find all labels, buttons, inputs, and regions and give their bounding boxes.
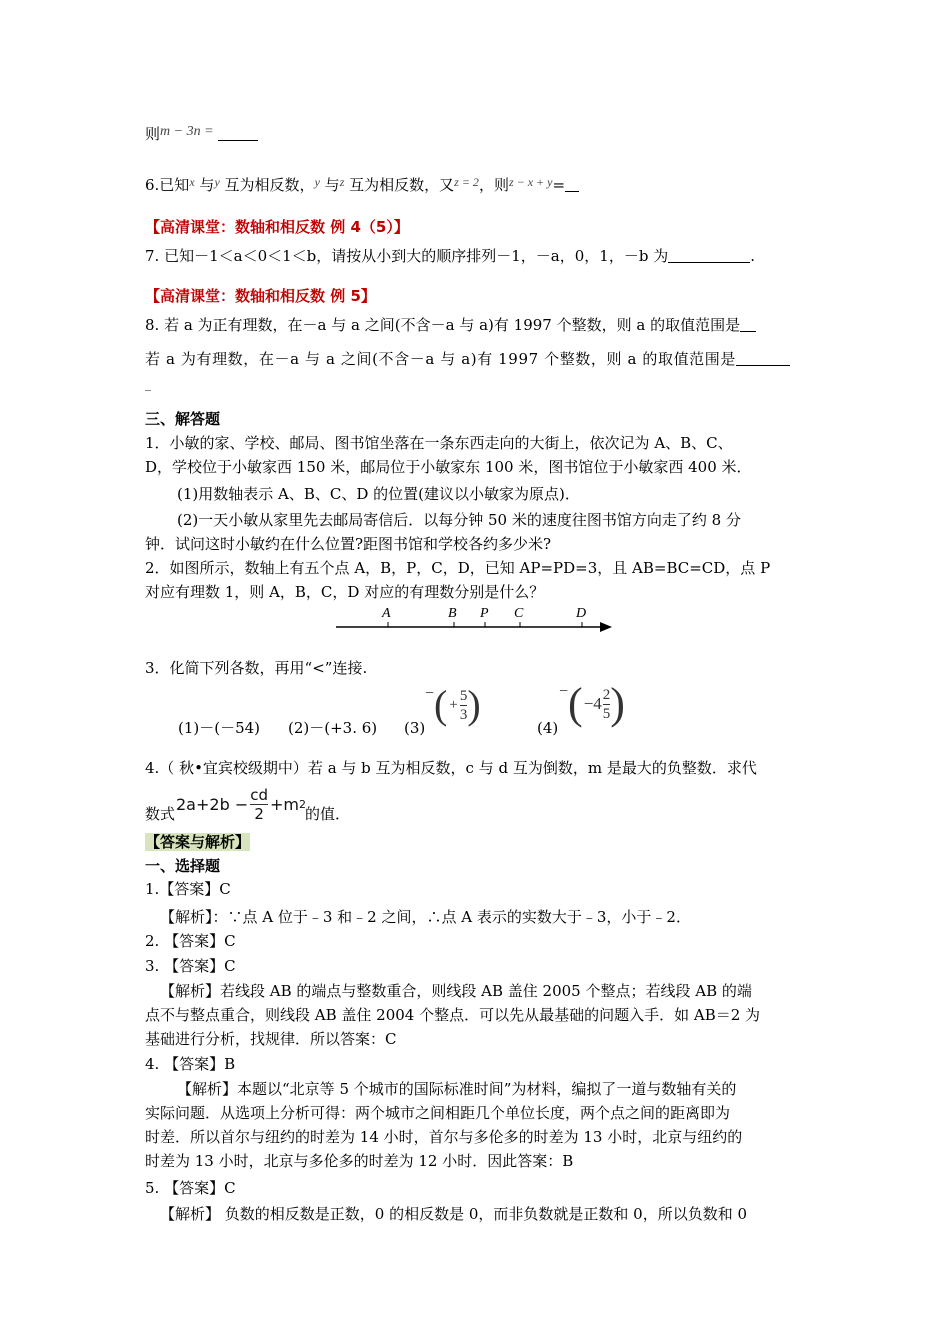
answer-3-explanation-1: 【解析】若线段 AB 的端点与整数重合，则线段 AB 盖住 2005 个整点；若线段 AB 的端 xyxy=(160,982,752,1000)
math-expr: z − x + y xyxy=(508,175,553,189)
text: 则 xyxy=(145,125,161,143)
axis-arrow xyxy=(600,622,612,632)
math-z-eq: z = 2 xyxy=(454,175,479,189)
number-axis-figure xyxy=(330,600,620,640)
text: 8. 若 a 为正有理数，在－a 与 a 之间(不含－a 与 a)有 1997 个整数，则 a 的取值范围是 xyxy=(145,316,741,334)
answer-4-explanation-1: 【解析】本题以“北京等 5 个城市的国际标准时间”为材料，编拟了一道与数轴有关的 xyxy=(177,1080,737,1098)
numerator: 5 xyxy=(459,687,468,704)
text: 若 a 为有理数，在－a 与 a 之间(不含－a 与 a)有 1997 个整数，则 a 的取值范围是 xyxy=(145,350,736,368)
problem-4-line-2-suffix: 的值． xyxy=(305,805,351,823)
label-d: D xyxy=(576,606,587,621)
answer-3-explanation-2: 点不与整点重合，则线段 AB 盖住 2004 个整点．可以先从最基础的问题入手．如 AB＝2 为 xyxy=(145,1006,761,1024)
question-8 xyxy=(145,313,756,337)
question-6 xyxy=(145,170,579,197)
right-paren: ) xyxy=(610,679,625,728)
answers-title: 【答案与解析】 xyxy=(145,833,251,851)
reference-2: 【高清课堂：数轴和相反数 例 5】 xyxy=(145,287,376,305)
plus-sign: + xyxy=(449,696,458,713)
answer-4-explanation-4: 时差为 13 小时，北京与多伦多的时差为 12 小时．因此答案：B xyxy=(145,1152,574,1170)
denominator: 5 xyxy=(602,705,611,722)
problem-4-line-2-prefix: 数式 xyxy=(145,805,176,823)
reference-1: 【高清课堂：数轴和相反数 例 4（5）】 xyxy=(145,218,409,236)
problem-1-line-1: 1．小敏的家、学校、邮局、图书馆坐落在一条东西走向的大街上，依次记为 A、B、C、 xyxy=(145,434,733,452)
numerator: cd xyxy=(250,785,268,804)
minus-sign: − xyxy=(559,683,569,700)
text: 7. 已知－1＜a＜0＜1＜b，请按从小到大的顺序排列－1，－a，0，1，－b 为 xyxy=(145,247,669,265)
answer-4-explanation-2: 实际问题．从选项上分析可得：两个城市之间相距几个单位长度，两个点之间的距离即为 xyxy=(145,1104,731,1122)
answer-5: 5. 【答案】C xyxy=(145,1179,236,1197)
problem-3-item-4-label: (4) xyxy=(537,719,559,737)
problem-4-expression xyxy=(176,780,306,828)
answer-blank xyxy=(668,246,750,263)
section-3-title: 三、解答题 xyxy=(145,410,221,428)
problem-2-line-2: 对应有理数 1，则 A，B，C，D 对应的有理数分别是什么？ xyxy=(145,583,545,601)
problem-2-line-1: 2．如图所示，数轴上有五个点 A，B，P，C，D，已知 AP=PD=3，且 AB=BC=CD，点 P xyxy=(145,559,771,577)
fraction-cd-2 xyxy=(250,786,268,823)
question-7 xyxy=(145,244,755,268)
math-expr: m − 3n = xyxy=(160,124,214,139)
text: = xyxy=(552,176,566,194)
minus-sign: − xyxy=(425,685,435,702)
answer-4: 4. 【答案】B xyxy=(145,1055,236,1073)
label-a: A xyxy=(382,606,391,621)
problem-1-part-1: (1)用数轴表示 A、B、C、D 的位置(建议以小敏家为原点)． xyxy=(177,485,580,503)
answer-blank xyxy=(218,124,258,141)
math-y: y xyxy=(214,175,220,189)
math-y: y xyxy=(314,175,320,189)
problem-4-line-1: 4.（ 秋•宜宾校级期中）若 a 与 b 互为相反数，c 与 d 互为倒数，m 是最大的负整数．求代 xyxy=(145,759,757,777)
math-x: x xyxy=(189,175,195,189)
problem-3-item-3-label: (3) xyxy=(404,719,426,737)
fraction-5-3 xyxy=(460,687,468,724)
label-c: C xyxy=(514,606,524,621)
text: 6.已知 xyxy=(145,176,190,194)
answer-blank xyxy=(565,175,579,192)
answer-3-explanation-3: 基础进行分析，找规律．所以答案：C xyxy=(145,1030,397,1048)
text: 互为相反数， xyxy=(224,176,315,194)
problem-3-item-1: (1)－(－54) xyxy=(178,719,261,737)
text: ，则 xyxy=(478,176,509,194)
right-paren: ) xyxy=(467,682,481,727)
answer-4-explanation-3: 时差．所以首尔与纽约的时差为 14 小时，首尔与多伦多的时差为 13 小时，北京与纽约的 xyxy=(145,1128,743,1146)
line-m-3n xyxy=(145,120,258,146)
answer-2: 2. 【答案】C xyxy=(145,932,236,950)
problem-3-title: 3．化简下列各数，再用“<”连接. xyxy=(145,659,368,677)
left-paren: ( xyxy=(434,682,448,727)
answer-5-explanation-1: 【解析】 负数的相反数是正数，0 的相反数是 0，而非负数就是正数和 0，所以负数和 0 xyxy=(160,1205,748,1223)
text: 互为相反数，又 xyxy=(349,176,455,194)
problem-1-part-2: (2)一天小敏从家里先去邮局寄信后．以每分钟 50 米的速度往图书馆方向走了约 8 分 xyxy=(177,511,741,529)
text: 与 xyxy=(324,176,340,194)
question-8b-tail: _ xyxy=(145,377,151,391)
left-paren: ( xyxy=(568,679,583,728)
label-p: P xyxy=(480,606,489,621)
text: 与 xyxy=(199,176,215,194)
mixed-int: −4 xyxy=(583,694,602,713)
answer-blank xyxy=(740,315,756,332)
fraction-2-5 xyxy=(603,686,611,723)
denominator: 2 xyxy=(254,804,264,823)
answer-3: 3. 【答案】C xyxy=(145,957,236,975)
label-b: B xyxy=(448,606,457,621)
answers-title-line xyxy=(145,830,250,854)
numerator: 2 xyxy=(602,686,611,703)
expr-part-b: +m xyxy=(270,794,299,814)
problem-1-line-5: 钟．试问这时小敏约在什么位置?距图书馆和学校各约多少米? xyxy=(145,535,552,553)
question-8b xyxy=(145,347,790,371)
answer-blank xyxy=(736,349,790,366)
problem-3-item-2: (2)－(+3. 6) xyxy=(288,719,378,737)
exponent: 2 xyxy=(299,797,306,811)
answer-1: 1.【答案】C xyxy=(145,880,231,898)
math-z: z xyxy=(339,175,345,189)
expr-part-a: 2a+2b − xyxy=(176,794,249,814)
text: . xyxy=(750,247,755,265)
answer-1-explanation: 【解析】：∵点 A 位于﹣3 和﹣2 之间，∴点 A 表示的实数大于﹣3，小于﹣2． xyxy=(160,908,691,926)
denominator: 3 xyxy=(459,706,468,723)
problem-1-line-2: D，学校位于小敏家西 150 米，邮局位于小敏家东 100 米，图书馆位于小敏家西 400 米． xyxy=(145,458,752,476)
expression-item-3 xyxy=(425,680,481,730)
expression-item-4 xyxy=(559,676,625,732)
section-1-title: 一、选择题 xyxy=(145,857,221,875)
